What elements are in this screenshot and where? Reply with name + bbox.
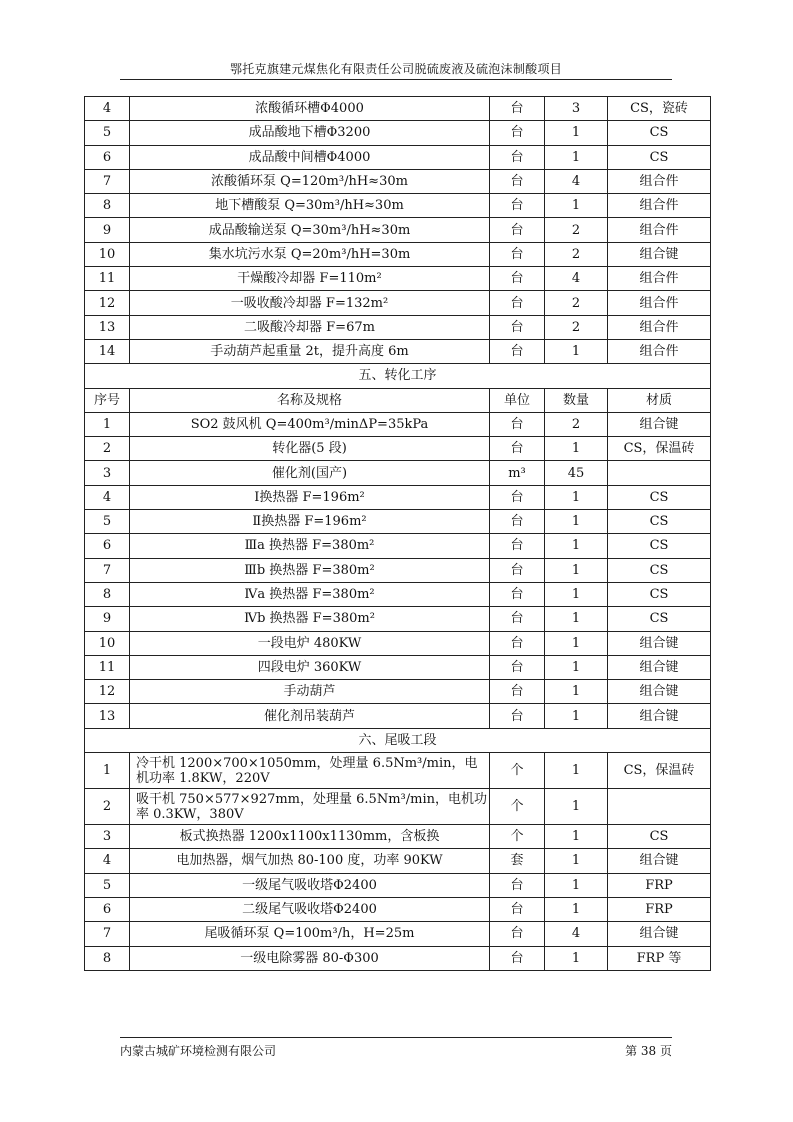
- item-name: 二吸酸冷却器 F=67m: [130, 315, 490, 339]
- item-unit: 台: [490, 946, 545, 970]
- item-unit: 台: [490, 412, 545, 436]
- row-number: 4: [85, 97, 130, 121]
- row-number: 11: [85, 655, 130, 679]
- table-row: [85, 680, 711, 704]
- row-number: 14: [85, 339, 130, 363]
- item-quantity: 1: [545, 582, 608, 606]
- item-name: 转化器(5 段): [130, 437, 490, 461]
- item-name: 手动葫芦: [130, 680, 490, 704]
- item-quantity: 1: [545, 789, 608, 825]
- item-unit: 台: [490, 704, 545, 728]
- item-name: Ⅱ换热器 F=196m²: [130, 510, 490, 534]
- item-unit: m³: [490, 461, 545, 485]
- item-unit: 台: [490, 680, 545, 704]
- item-quantity: 1: [545, 558, 608, 582]
- item-material: 组合键: [608, 680, 711, 704]
- item-material: FRP: [608, 897, 711, 921]
- item-material: 组合键: [608, 704, 711, 728]
- table-row: [85, 412, 711, 436]
- item-quantity: 1: [545, 849, 608, 873]
- item-quantity: 1: [545, 655, 608, 679]
- item-unit: 个: [490, 825, 545, 849]
- row-number: 13: [85, 315, 130, 339]
- table-row: [85, 704, 711, 728]
- item-material: 组合件: [608, 291, 711, 315]
- table-row: [85, 97, 711, 121]
- table-row: [85, 558, 711, 582]
- row-number: 9: [85, 218, 130, 242]
- table-row: [85, 873, 711, 897]
- row-number: 10: [85, 631, 130, 655]
- column-header-no: 序号: [85, 388, 130, 412]
- item-name: 尾吸循环泵 Q=100m³/h，H=25m: [130, 922, 490, 946]
- item-unit: 台: [490, 291, 545, 315]
- table-row: [85, 218, 711, 242]
- item-material: CS: [608, 607, 711, 631]
- item-name: 四段电炉 360KW: [130, 655, 490, 679]
- item-unit: 个: [490, 753, 545, 789]
- table-row: [85, 242, 711, 266]
- item-unit: 台: [490, 558, 545, 582]
- item-material: CS: [608, 534, 711, 558]
- footer-page-number: 第 38 页: [625, 1044, 672, 1058]
- item-material: [608, 789, 711, 825]
- item-quantity: 1: [545, 339, 608, 363]
- row-number: 9: [85, 607, 130, 631]
- row-number: 2: [85, 437, 130, 461]
- item-name: 成品酸中间槽Φ4000: [130, 145, 490, 169]
- item-name: 一级电除雾器 80-Φ300: [130, 946, 490, 970]
- item-material: CS: [608, 558, 711, 582]
- table-row: [85, 315, 711, 339]
- item-name: 电加热器，烟气加热 80-100 度，功率 90KW: [130, 849, 490, 873]
- item-material: CS: [608, 145, 711, 169]
- item-material: 组合件: [608, 194, 711, 218]
- item-name: 一吸收酸冷却器 F=132m²: [130, 291, 490, 315]
- equipment-table: [84, 96, 711, 971]
- item-material: CS: [608, 121, 711, 145]
- item-unit: 台: [490, 218, 545, 242]
- item-unit: 台: [490, 121, 545, 145]
- row-number: 7: [85, 558, 130, 582]
- item-quantity: 2: [545, 218, 608, 242]
- item-name: 浓酸循环槽Φ4000: [130, 97, 490, 121]
- table-row: [85, 485, 711, 509]
- section-title: 六、尾吸工段: [85, 728, 711, 752]
- item-material: CS: [608, 510, 711, 534]
- item-unit: 台: [490, 582, 545, 606]
- item-unit: 台: [490, 97, 545, 121]
- item-quantity: 1: [545, 121, 608, 145]
- item-quantity: 45: [545, 461, 608, 485]
- item-unit: 台: [490, 145, 545, 169]
- table-row: [85, 437, 711, 461]
- table-row: [85, 194, 711, 218]
- table-row: [85, 169, 711, 193]
- item-name: Ⅰ换热器 F=196m²: [130, 485, 490, 509]
- row-number: 1: [85, 412, 130, 436]
- item-material: CS，瓷砖: [608, 97, 711, 121]
- item-material: 组合键: [608, 849, 711, 873]
- item-name: 吸干机 750×577×927mm，处理量 6.5Nm³/min，电机功率 0.3KW，380V: [130, 789, 490, 825]
- table-row: [85, 339, 711, 363]
- item-unit: 台: [490, 510, 545, 534]
- item-unit: 台: [490, 897, 545, 921]
- row-number: 2: [85, 789, 130, 825]
- column-header-mat: 材质: [608, 388, 711, 412]
- row-number: 8: [85, 194, 130, 218]
- item-material: 组合件: [608, 267, 711, 291]
- item-material: 组合键: [608, 412, 711, 436]
- item-material: CS，保温砖: [608, 753, 711, 789]
- item-unit: 台: [490, 169, 545, 193]
- table-row: [85, 631, 711, 655]
- row-number: 7: [85, 922, 130, 946]
- item-name: 浓酸循环泵 Q=120m³/hH≈30m: [130, 169, 490, 193]
- table-row: [85, 145, 711, 169]
- item-material: CS，保温砖: [608, 437, 711, 461]
- row-number: 6: [85, 534, 130, 558]
- item-material: CS: [608, 582, 711, 606]
- item-quantity: 1: [545, 753, 608, 789]
- section-title: 五、转化工序: [85, 364, 711, 388]
- item-unit: 台: [490, 437, 545, 461]
- item-quantity: 1: [545, 485, 608, 509]
- row-number: 7: [85, 169, 130, 193]
- footer-rule: [120, 1037, 672, 1038]
- item-material: 组合键: [608, 242, 711, 266]
- item-unit: 台: [490, 339, 545, 363]
- table-row: [85, 849, 711, 873]
- item-quantity: 1: [545, 510, 608, 534]
- item-quantity: 2: [545, 291, 608, 315]
- row-number: 10: [85, 242, 130, 266]
- item-quantity: 3: [545, 97, 608, 121]
- item-name: 板式换热器 1200x1100x1130mm，含板换: [130, 825, 490, 849]
- item-name: 干燥酸冷却器 F=110m²: [130, 267, 490, 291]
- row-number: 8: [85, 946, 130, 970]
- column-header-unit: 单位: [490, 388, 545, 412]
- row-number: 4: [85, 849, 130, 873]
- column-header-row: [85, 388, 711, 412]
- item-quantity: 1: [545, 437, 608, 461]
- row-number: 4: [85, 485, 130, 509]
- item-material: 组合件: [608, 315, 711, 339]
- item-quantity: 4: [545, 267, 608, 291]
- table-row: [85, 534, 711, 558]
- row-number: 3: [85, 825, 130, 849]
- item-material: [608, 461, 711, 485]
- item-unit: 台: [490, 194, 545, 218]
- item-name: Ⅳa 换热器 F=380m²: [130, 582, 490, 606]
- item-material: 组合键: [608, 655, 711, 679]
- item-quantity: 2: [545, 412, 608, 436]
- item-material: FRP: [608, 873, 711, 897]
- item-quantity: 4: [545, 922, 608, 946]
- table-row: [85, 655, 711, 679]
- item-quantity: 1: [545, 704, 608, 728]
- table-row: [85, 897, 711, 921]
- table-row: [85, 789, 711, 825]
- item-name: 催化剂(国产): [130, 461, 490, 485]
- row-number: 6: [85, 145, 130, 169]
- item-unit: 台: [490, 631, 545, 655]
- column-header-name: 名称及规格: [130, 388, 490, 412]
- item-material: 组合键: [608, 922, 711, 946]
- table-row: [85, 946, 711, 970]
- item-quantity: 1: [545, 946, 608, 970]
- item-material: CS: [608, 485, 711, 509]
- item-unit: 台: [490, 922, 545, 946]
- row-number: 12: [85, 680, 130, 704]
- item-material: CS: [608, 825, 711, 849]
- item-quantity: 1: [545, 145, 608, 169]
- item-unit: 台: [490, 607, 545, 631]
- item-unit: 台: [490, 242, 545, 266]
- item-name: 一级尾气吸收塔Φ2400: [130, 873, 490, 897]
- item-name: 成品酸输送泵 Q=30m³/hH≈30m: [130, 218, 490, 242]
- table-row: [85, 582, 711, 606]
- item-name: 冷干机 1200×700×1050mm，处理量 6.5Nm³/min，电机功率 1.8KW，220V: [130, 753, 490, 789]
- item-material: FRP 等: [608, 946, 711, 970]
- row-number: 5: [85, 121, 130, 145]
- item-name: Ⅲa 换热器 F=380m²: [130, 534, 490, 558]
- table-row: [85, 461, 711, 485]
- item-unit: 台: [490, 267, 545, 291]
- item-quantity: 1: [545, 825, 608, 849]
- row-number: 5: [85, 510, 130, 534]
- section-row: [85, 364, 711, 388]
- item-name: 二级尾气吸收塔Φ2400: [130, 897, 490, 921]
- table-row: [85, 121, 711, 145]
- item-name: Ⅳb 换热器 F=380m²: [130, 607, 490, 631]
- item-material: 组合件: [608, 169, 711, 193]
- footer-company: 内蒙古城矿环境检测有限公司: [120, 1044, 277, 1058]
- table-row: [85, 922, 711, 946]
- item-name: 一段电炉 480KW: [130, 631, 490, 655]
- row-number: 12: [85, 291, 130, 315]
- item-unit: 台: [490, 485, 545, 509]
- column-header-qty: 数量: [545, 388, 608, 412]
- item-name: 成品酸地下槽Φ3200: [130, 121, 490, 145]
- item-name: 集水坑污水泵 Q=20m³/hH=30m: [130, 242, 490, 266]
- item-quantity: 1: [545, 631, 608, 655]
- item-quantity: 1: [545, 534, 608, 558]
- table-row: [85, 753, 711, 789]
- row-number: 5: [85, 873, 130, 897]
- row-number: 3: [85, 461, 130, 485]
- row-number: 13: [85, 704, 130, 728]
- item-quantity: 2: [545, 242, 608, 266]
- item-quantity: 1: [545, 194, 608, 218]
- table-row: [85, 291, 711, 315]
- header-rule: [120, 79, 672, 80]
- item-material: 组合件: [608, 218, 711, 242]
- item-quantity: 2: [545, 315, 608, 339]
- page-header-title: 鄂托克旗建元煤焦化有限责任公司脱硫废液及硫泡沫制酸项目: [229, 62, 563, 76]
- item-name: Ⅲb 换热器 F=380m²: [130, 558, 490, 582]
- item-unit: 套: [490, 849, 545, 873]
- row-number: 11: [85, 267, 130, 291]
- item-name: 催化剂吊装葫芦: [130, 704, 490, 728]
- item-unit: 台: [490, 655, 545, 679]
- row-number: 1: [85, 753, 130, 789]
- item-material: 组合键: [608, 631, 711, 655]
- row-number: 8: [85, 582, 130, 606]
- table-row: [85, 825, 711, 849]
- item-name: 手动葫芦起重量 2t，提升高度 6m: [130, 339, 490, 363]
- item-unit: 台: [490, 315, 545, 339]
- item-unit: 台: [490, 534, 545, 558]
- table-row: [85, 607, 711, 631]
- item-quantity: 1: [545, 680, 608, 704]
- item-name: SO2 鼓风机 Q=400m³/minΔP=35kPa: [130, 412, 490, 436]
- item-name: 地下槽酸泵 Q=30m³/hH≈30m: [130, 194, 490, 218]
- item-quantity: 1: [545, 897, 608, 921]
- item-quantity: 1: [545, 873, 608, 897]
- item-unit: 个: [490, 789, 545, 825]
- item-quantity: 4: [545, 169, 608, 193]
- row-number: 6: [85, 897, 130, 921]
- section-row: [85, 728, 711, 752]
- table-row: [85, 267, 711, 291]
- item-material: 组合件: [608, 339, 711, 363]
- table-row: [85, 510, 711, 534]
- item-quantity: 1: [545, 607, 608, 631]
- item-unit: 台: [490, 873, 545, 897]
